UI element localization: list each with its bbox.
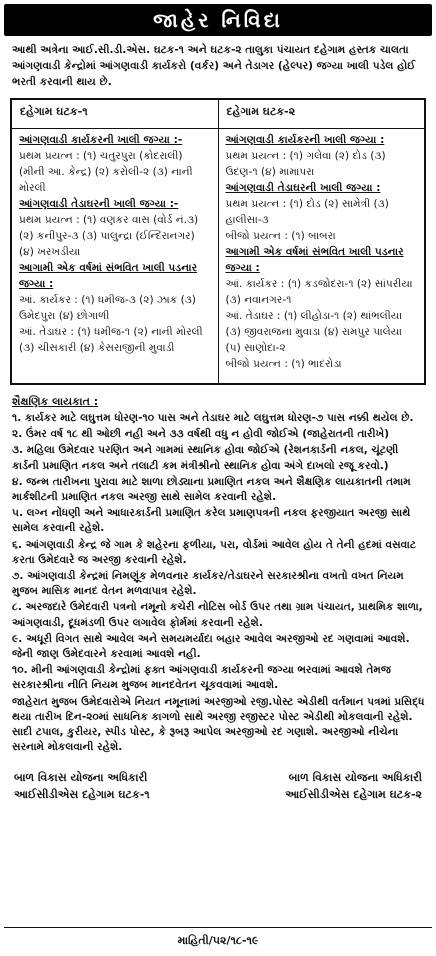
qualification-item: ૧૦. મીની આંગણવાડી કેન્દ્રોમાં ફક્ત આંગણવાડી કાર્યકરની જગ્યા ભરવામાં આવશે તેમજ સરકારશ્રીના નીતિ નિયમ મુજબ માનદવેતન ચૂકવવામાં આવશે. xyxy=(12,664,391,692)
qualification-item: ૩. મહિલા ઉમેદવાર પરણિત અને ગામમાં સ્થાનિક હોવા જોઈએ (રેશનકાર્ડની નકલ, ચૂંટણી કાર્ડની પ્રમાણિત નકલ અને તલાટી કમ મંત્રીશ્રીનો સ્થાનિક હોવા અંગે દાખલો રજૂ કરવો.) xyxy=(12,444,399,472)
qualifications-heading: શૈક્ષણિક લાયકાત : xyxy=(12,395,99,408)
vacancy-subheading: આગામી એક વર્ષમાં સંભવિત ખાલી પડનાર જગ્યા : xyxy=(225,246,404,274)
qualification-item: ૬. આંગણવાડી કેન્દ્ર જે ગામ કે શહેરના ફળીયા, પરા, વોર્ડમાં આવેલ હોય તે તેની હદમાં વસવાટ કરતા ઉમેદવારે જ અરજી કરવાની રહેશે. xyxy=(12,538,417,566)
signature-office: આઈસીડીએસ દહેગામ ઘટક-૨ xyxy=(285,788,422,802)
qualifications-list xyxy=(4,411,432,755)
vacancy-column-ghatak-1 xyxy=(12,100,218,383)
vacancy-line: પ્રથમ પ્રયત્ન : (૧) ચતુરપુરા (કોદરાલી) (મીની આ. કેન્દ્ર) (૨) કરોલી-૨ (૩) નાની મોરલી xyxy=(19,150,193,194)
vacancy-line: બીજો પ્રયત્ન : (૧) બાબરા xyxy=(225,230,336,242)
column-body xyxy=(219,129,425,375)
intro-paragraph: આથી અત્રેના આઈ.સી.ડી.એસ. ઘટક-૧ અને ઘટક-૨ તાલુકા પંચાયત દહેગામ હસ્તક ચાલતા આંગણવાડી કેન્દ્રોમાં આંગણવાડી કાર્યકરો (વર્કર) અને તેડાગર (હેલ્પર) જગ્યા ખાલી પડેલ હોઈ ભરતી કરવાની થાય છે. xyxy=(12,44,416,88)
qualification-item: ૭. આંગણવાડી કેન્દ્રમાં નિમણૂંક મેળવનાર કાર્યકર/તેડાઘરને સરકારશ્રીના વખતો વખત નિયમ મુજબ માસિક માનદ વેતન મળવાપાત્ર રહેશે. xyxy=(12,570,404,598)
signature-block xyxy=(4,769,432,803)
reference-number: માહિતી/૫૨/૧૮-૧૯ xyxy=(4,927,432,952)
signature-left xyxy=(14,769,210,803)
page-title: જાહેર નિવિદા xyxy=(4,4,432,36)
qualification-item: ૧. કાર્યકર માટે લઘુત્તમ ધોરણ-૧૦ પાસ અને તેડાઘર માટે લઘુત્તમ ધોરણ-૭ પાસ નક્કી થયેલ છે. xyxy=(12,412,414,424)
vacancy-line: પ્રથમ પ્રયત્ન : (૧) દોડ (૨) સામેત્રી (૩) હાલીસા-૩ xyxy=(225,198,389,226)
vacancy-line: પ્રથમ પ્રયત્ન : (૧) ગલેવા (૨) દોડ (૩) ઉદણ-૧ (૪) મામાપરા xyxy=(225,150,386,178)
vacancy-subheading: આંગણવાડી કાર્યકરની ખાલી જગ્યા :- xyxy=(19,134,183,146)
vacancy-line: આં. તેડાઘર : (૧) લીહોડા-૧ (૨) થાંભલીયા (૩) જીવરાજના મુવાડા (૪) રામપુર પાલેયા (૫) સાણોદા-૨ xyxy=(225,310,403,354)
qualification-item: ૪. જન્મ તારીખના પુરાવા માટે શાળા છોડ્યાના પ્રમાણિત નકલ અને શૈક્ષણિક લાયકાતની તમામ માર્કશીટની પ્રમાણિત નકલ અરજી સાથે સામેલ કરવાની રહેશે. xyxy=(12,475,411,504)
vacancy-line: બીજો પ્રયત્ન : (૧) ભાદરોડા xyxy=(225,358,342,370)
vacancy-subheading: આંગણવાડી તેડાઘરની ખાલી જગ્યા : xyxy=(225,182,381,194)
vacancy-line: આં. કાર્યકર : (૧) કડજોદરા-૧ (૨) સાંપરીયા (૩) નવાનગર-૧ xyxy=(225,278,413,306)
column-heading: દહેગામ ઘટક-૨ xyxy=(219,100,425,129)
column-body xyxy=(12,129,218,359)
qualification-item: ૮. અરજદારે ઉમેદવારી પત્રનો નમૂનો કચેરી નોટિસ બોર્ડ ઉપર તથા ગ્રામ પંચાયત, પ્રાથમિક શાળા, આંગણવાડી, દૂધમંડળી ઉપર લગાવેલ ફોર્મમાં કરવાની રહેશે. xyxy=(12,601,423,629)
qualification-item: ૫. લગ્ન નોંધણી અને આધારકાર્ડની પ્રમાણિત કરેલ પ્રમાણપત્રની નકલ ફરજીયાત અરજી સાથે સામેલ કરવાની રહેશે. xyxy=(12,507,411,535)
vacancy-subheading: આંગણવાડી કાર્યકરની ખાલી જગ્યા : xyxy=(225,134,385,146)
vacancy-line: પ્રથમ પ્રયત્ન : (૧) વણકર વાસ (વોર્ડ નં.૩) (૨) કનીપુર-૩ (૩) પાલુન્દ્રા (ઈન્દિરાનગર) (૪) ખરખડીયા xyxy=(19,214,199,258)
signature-right xyxy=(226,769,422,803)
column-heading: દહેગામ ઘટક-૧ xyxy=(12,100,218,129)
qualification-item: જાહેરાત મુજબ ઉમેદવારોએ નિયત નમૂનામાં અરજીઓ રજી.પોસ્ટ એડીથી વર્તમાન પત્રમાં પ્રસિદ્ધ થયા તારીખ દિન-૨૦માં સાધનિક કાગળો સાથે અરજી રજીસ્ટર પોસ્ટ એડીથી મોકલવાની રહેશે. સાદી ટપાલ, કુરીયર, સ્પીડ પોસ્ટ, કે રૂબરૂ આપેલ અરજીઓ રદ ગણાશે. અરજીઓ નીચેના સરનામે મોકલવાની રહેશે. xyxy=(12,695,425,754)
qualification-item: ૯. અધૂરી વિગત સાથે આવેલ અને સમયમર્યાદા બહાર આવેલ અરજીઓ રદ ગણવામાં આવશે. જેની જાણ ઉમેદવારને કરવામાં આવશે નહી. xyxy=(12,632,410,661)
vacancy-line: આં. કાર્યકર : (૧) ધમીજ-૩ (૨) ઝાક (૩) ઉમેદપુરા (૪) છોગાળી xyxy=(19,294,196,322)
vacancy-line: આં. તેડાઘર : (૧) ધમીજ-૧ (૨) નાની મોરલી (૩) ચીસકારી (૪) કેસરાજીની મુવાડી xyxy=(19,326,203,354)
vacancy-column-ghatak-2 xyxy=(218,100,425,383)
signature-office: આઈસીડીએસ દહેગામ ઘટક-૧ xyxy=(14,788,150,802)
vacancy-subheading: આગામી એક વર્ષમાં સંભવિત ખાલી પડનાર જગ્યા : xyxy=(19,262,198,290)
vacancy-table xyxy=(10,98,426,385)
vacancy-subheading: આંગણવાડી તેડાઘરની ખાલી જગ્યા :- xyxy=(19,198,179,210)
qualification-item: ૨. ઉંમર વર્ષ ૧૮ થી ઓછી નહી અને ૩૩ વર્ષથી વધુ ન હોવી જોઈએ (જાહેરાતની તારીખે) xyxy=(12,428,390,441)
signature-title: બાળ વિકાસ યોજના અધિકારી xyxy=(288,771,422,785)
signature-title: બાળ વિકાસ યોજના અધિકારી xyxy=(14,771,148,785)
